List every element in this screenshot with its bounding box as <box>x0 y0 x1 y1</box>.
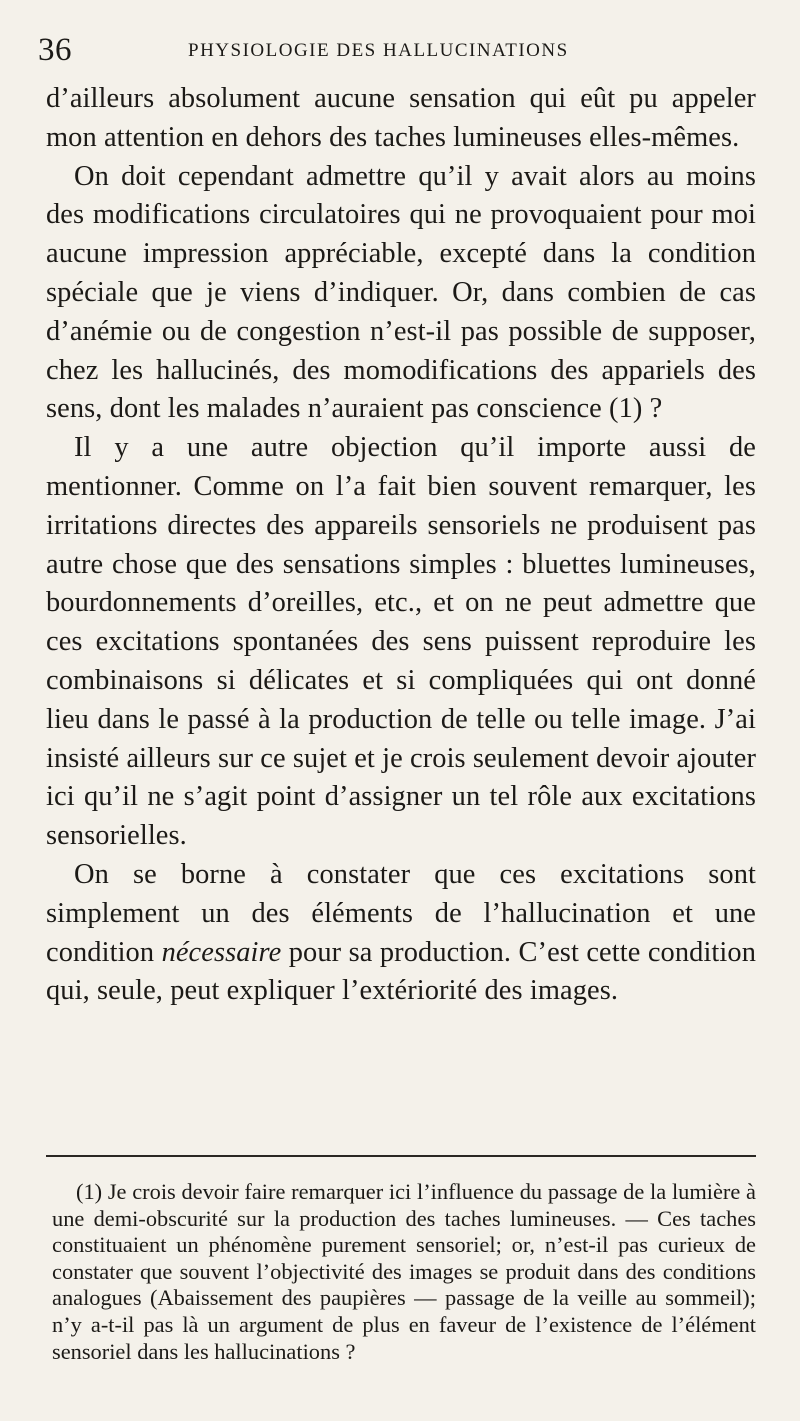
footnote <box>52 1179 756 1365</box>
emphasis-necessaire: nécessaire <box>161 936 282 968</box>
paragraph-3: Il y a une autre objection qu’il importe aussi de mentionner. Comme on l’a fait bien souvent remarquer, les irritations directes des appareils sensoriels ne produisent pas autre chose que des sensations simples : bluettes lumineuses, bourdonnements d’oreilles, etc., et on ne peut admettre que ces excitations spontanées des sens puissent reproduire les combinaisons si délicates et si compliquées qui ont donné lieu dans le passé à la production de telle ou telle image. J’ai insisté ailleurs sur ce sujet et je crois seulement devoir ajouter ici qu’il ne s’agit point d’assigner un tel rôle aux excitations sensorielles. <box>46 432 756 852</box>
footnote-text: (1) Je crois devoir faire remarquer ici l’influence du passage de la lumière à une demi-obscurité sur la production des taches lumineuses. — Ces taches constituaient un phénomène purement sensoriel; or, n’est-il pas curieux de constater que souvent l’objectivité des images se produit dans des conditions analogues (Abaissement des paupières — passage de la veille au sommeil); n’y a-t-il pas là un argument de plus en faveur de l’existence de l’élément sensoriel dans les hallucinations ? <box>52 1179 756 1364</box>
paragraph-4 <box>46 856 756 1011</box>
page-number: 36 <box>38 32 72 68</box>
footnote-rule <box>46 1155 756 1157</box>
paragraph-4-start: On se borne à constater que ces excitations sont simplement un des éléments de l’hallucination et une condition <box>46 858 756 968</box>
paragraph-2: On doit cependant admettre qu’il y avait alors au moins des modifications circulatoires qui ne provoquaient pour moi aucune impression appréciable, excepté dans la condition spéciale que je viens d’indiquer. Or, dans combien de cas d’anémie ou de congestion n’est-il pas possible de supposer, chez les hallucinés, des momodifications des appariels des sens, dont les malades n’auraient pas conscience (1) ? <box>46 160 756 425</box>
body-text <box>46 80 756 1011</box>
running-head <box>38 30 756 70</box>
running-title: PHYSIOLOGIE DES HALLUCINATIONS <box>188 40 569 61</box>
paragraph-1: d’ailleurs absolument aucune sensation qui eût pu appeler mon attention en dehors des taches lumineuses elles-mêmes. <box>46 83 756 153</box>
paragraph-4-end: pour sa production. C’est cette condition qui, seule, peut expliquer l’extériorité des images. <box>46 936 756 1007</box>
